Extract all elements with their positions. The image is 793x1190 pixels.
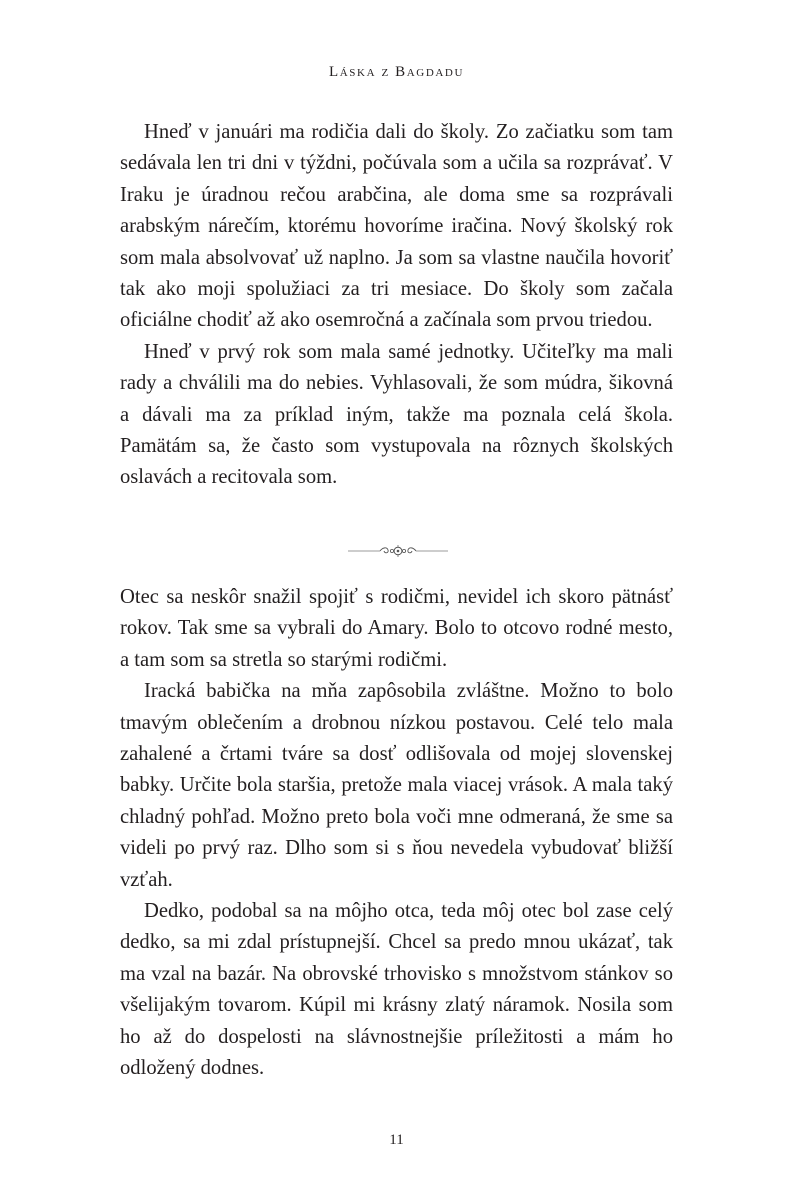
page-number: 11 xyxy=(389,1132,404,1148)
text-section-2 xyxy=(120,582,673,1085)
paragraph: Dedko, podobal sa na môjho otca, teda môj otec bol zase celý dedko, sa mi zdal prístupnejší. Chcel sa predo mnou ukázať, tak ma vzal na bazár. Na obrovské trhovisko s množstvom stánkov so všelijakým tovarom. Kúpil mi krásny zlatý náramok. Nosila som ho až do dospelosti na slávnostnejšie príležitosti a mám ho odložený dodnes. xyxy=(120,900,673,1080)
paragraph: Otec sa neskôr snažil spojiť s rodičmi, nevidel ich skoro pätnásť rokov. Tak sme sa vybrali do Amary. Bolo to otcovo rodné mesto, a tam som sa stretla so starými rodičmi. xyxy=(120,586,673,671)
scroll-divider-ornament-icon xyxy=(346,541,450,561)
text-section-1 xyxy=(120,117,673,494)
paragraph: Iracká babička na mňa zapôsobila zvláštne. Možno to bolo tmavým oblečením a drobnou nízkou postavou. Celé telo mala zahalené a črtami tváre sa dosť odlišovala od mojej slovenskej babky. Určite bola staršia, pretože mala viacej vrások. A mala taký chladný pohľad. Možno preto bola voči mne odmeraná, že sme sa videli po prvý raz. Dlho som si s ňou nevedela vybudovať bližší vzťah. xyxy=(120,680,673,891)
paragraph: Hneď v januári ma rodičia dali do školy. Zo začiatku som tam sedávala len tri dni v týždni, počúvala som a učila sa rozprávať. V Iraku je úradnou rečou arabčina, ale doma sme sa rozprávali arabským nárečím, ktorému hovoríme iračina. Nový školský rok som mala absolvovať už naplno. Ja som sa vlastne naučila hovoriť tak ako moji spolužiaci za tri mesiace. Do školy som začala oficiálne chodiť až ako osemročná a začínala som prvou triedou. xyxy=(120,121,673,332)
paragraph: Hneď v prvý rok som mala samé jednotky. Učiteľky ma mali rady a chválili ma do nebies. Vyhlasovali, že som múdra, šikovná a dávali ma za príklad iným, takže ma poznala celá škola. Pamätám sa, že často som vystupovala na rôznych školských oslavách a recitovala som. xyxy=(120,340,673,489)
running-head-title: Láska z Bagdadu xyxy=(329,64,464,80)
